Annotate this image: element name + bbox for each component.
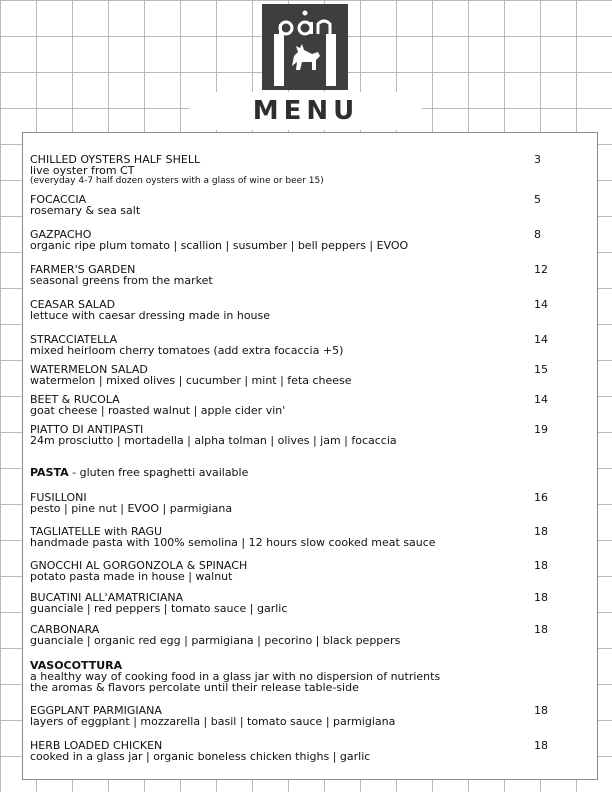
item-description: 24m prosciutto | mortadella | alpha tolman | olives | jam | focaccia: [30, 434, 397, 447]
item-price: 5: [534, 193, 541, 206]
item-description: watermelon | mixed olives | cucumber | mint | feta cheese: [30, 374, 352, 387]
menu-item: [30, 394, 590, 416]
item-description: cooked in a glass jar | organic boneless chicken thighs | garlic: [30, 750, 371, 763]
menu-item: [30, 364, 590, 386]
item-price: 15: [534, 363, 548, 376]
vasocottura-section: [30, 660, 590, 693]
menu-item: [30, 334, 590, 356]
item-price: 8: [534, 228, 541, 241]
menu-item: [30, 424, 590, 446]
item-price: 14: [534, 298, 548, 311]
menu-item: [30, 740, 590, 762]
item-description: seasonal greens from the market: [30, 274, 213, 287]
item-note: (everyday 4-7 half dozen oysters with a glass of wine or beer 15): [30, 176, 324, 186]
item-price: 14: [534, 333, 548, 346]
menu-header: [190, 92, 422, 130]
item-price: 12: [534, 263, 548, 276]
item-name: CEASAR SALAD: [30, 298, 116, 311]
item-name: BEET & RUCOLA: [30, 393, 120, 406]
dog-logo-icon: [262, 4, 348, 90]
item-description: pesto | pine nut | EVOO | parmigiana: [30, 502, 233, 515]
menu-item: [30, 592, 590, 614]
section-description: a healthy way of cooking food in a glass jar with no dispersion of nutrients: [30, 670, 441, 683]
item-name: HERB LOADED CHICKEN: [30, 739, 163, 752]
item-description: layers of eggplant | mozzarella | basil | tomato sauce | parmigiana: [30, 715, 396, 728]
menu-item: [30, 526, 590, 548]
item-description: potato pasta made in house | walnut: [30, 570, 233, 583]
item-price: 16: [534, 491, 548, 504]
item-description: handmade pasta with 100% semolina | 12 hours slow cooked meat sauce: [30, 536, 436, 549]
item-name: GNOCCHI AL GORGONZOLA & SPINACH: [30, 559, 248, 572]
section-description: the aromas & flavors percolate until their release table-side: [30, 681, 359, 694]
item-description: goat cheese | roasted walnut | apple cider vin': [30, 404, 286, 417]
item-price: 18: [534, 704, 548, 717]
item-name: STRACCIATELLA: [30, 333, 118, 346]
item-description: guanciale | organic red egg | parmigiana | pecorino | black peppers: [30, 634, 401, 647]
item-name: WATERMELON SALAD: [30, 363, 148, 376]
item-name: EGGPLANT PARMIGIANA: [30, 704, 162, 717]
item-name: GAZPACHO: [30, 228, 92, 241]
menu-item: [30, 705, 590, 727]
item-name: PIATTO DI ANTIPASTI: [30, 423, 144, 436]
item-price: 14: [534, 393, 548, 406]
item-price: 3: [534, 153, 541, 166]
item-price: 18: [534, 739, 548, 752]
item-price: 18: [534, 525, 548, 538]
item-name: TAGLIATELLE with RAGU: [30, 525, 163, 538]
item-name: BUCATINI ALL'AMATRICIANA: [30, 591, 184, 604]
item-price: 18: [534, 623, 548, 636]
item-name: FOCACCIA: [30, 193, 87, 206]
menu-item: [30, 229, 590, 251]
item-price: 19: [534, 423, 548, 436]
item-description: mixed heirloom cherry tomatoes (add extra focaccia +5): [30, 344, 344, 357]
item-description: organic ripe plum tomato | scallion | susumber | bell peppers | EVOO: [30, 239, 409, 252]
item-name: FUSILLONI: [30, 491, 87, 504]
section-label: VASOCOTTURA: [30, 659, 123, 672]
menu-item: [30, 624, 590, 646]
pasta-section-header: [30, 467, 590, 478]
menu-title: MENU: [252, 96, 360, 126]
menu-item: [30, 560, 590, 582]
item-description: guanciale | red peppers | tomato sauce | garlic: [30, 602, 288, 615]
item-price: 18: [534, 559, 548, 572]
item-description: lettuce with caesar dressing made in house: [30, 309, 271, 322]
item-description: rosemary & sea salt: [30, 204, 141, 217]
logo: [262, 4, 348, 90]
menu-item: [30, 492, 590, 514]
item-price: 18: [534, 591, 548, 604]
item-name: CARBONARA: [30, 623, 100, 636]
menu-item: [30, 154, 590, 187]
menu-item: [30, 264, 590, 286]
item-name: FARMER'S GARDEN: [30, 263, 136, 276]
item-name: CHILLED OYSTERS HALF SHELL: [30, 153, 201, 166]
menu-item: [30, 299, 590, 321]
item-description: live oyster from CT: [30, 164, 135, 177]
menu-item: [30, 194, 590, 216]
section-note: - gluten free spaghetti available: [68, 466, 249, 479]
section-label: PASTA: [30, 466, 69, 479]
